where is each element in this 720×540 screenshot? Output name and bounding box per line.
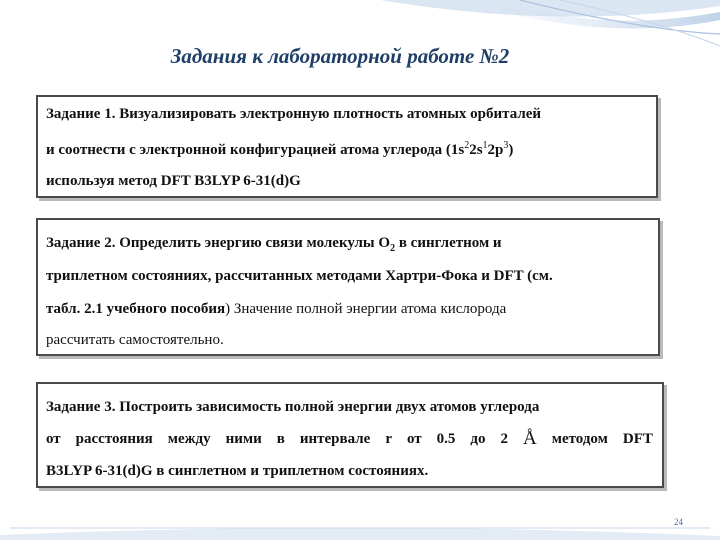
task-2-line-2: триплетном состояниях, рассчитанных методами Хартри-Фока и DFT (см.: [46, 268, 553, 284]
bottom-swoosh: [0, 528, 720, 540]
task-1-line-1: Задание 1. Визуализировать электронную плотность атомных орбиталей: [46, 106, 542, 122]
task-1-box: [36, 95, 658, 198]
task-2-box: [36, 218, 660, 356]
page-number: 24: [674, 517, 683, 527]
task-1-line-2: и соотнести с электронной конфигурацией атома углерода $(1s^22s^12p^3)$: [46, 140, 514, 158]
task-1-line-3: используя метод DFT B3LYP 6-31(d)G: [46, 173, 301, 189]
task-3-line-3: B3LYP 6-31(d)G в синглетном и триплетном состояниях.: [46, 463, 429, 479]
task-3-line-2: от расстояния между ними в интервале r от 0.5 до 2 Å методом DFT: [46, 428, 653, 449]
task-2-line-1: Задание 2. Определить энергию связи молекулы $O_2$ в синглетном и: [46, 235, 502, 254]
task-3-line-1: Задание 3. Построить зависимость полной энергии двух атомов углерода: [46, 399, 540, 415]
task-3-box: [36, 382, 664, 488]
task-2-line-3: табл. 2.1 учебного пособия) Значение полной энергии атома кислорода: [46, 301, 507, 317]
page-title: Задания к лабораторной работе №2: [170, 44, 510, 68]
task-2-line-4: рассчитать самостоятельно.: [46, 332, 224, 348]
